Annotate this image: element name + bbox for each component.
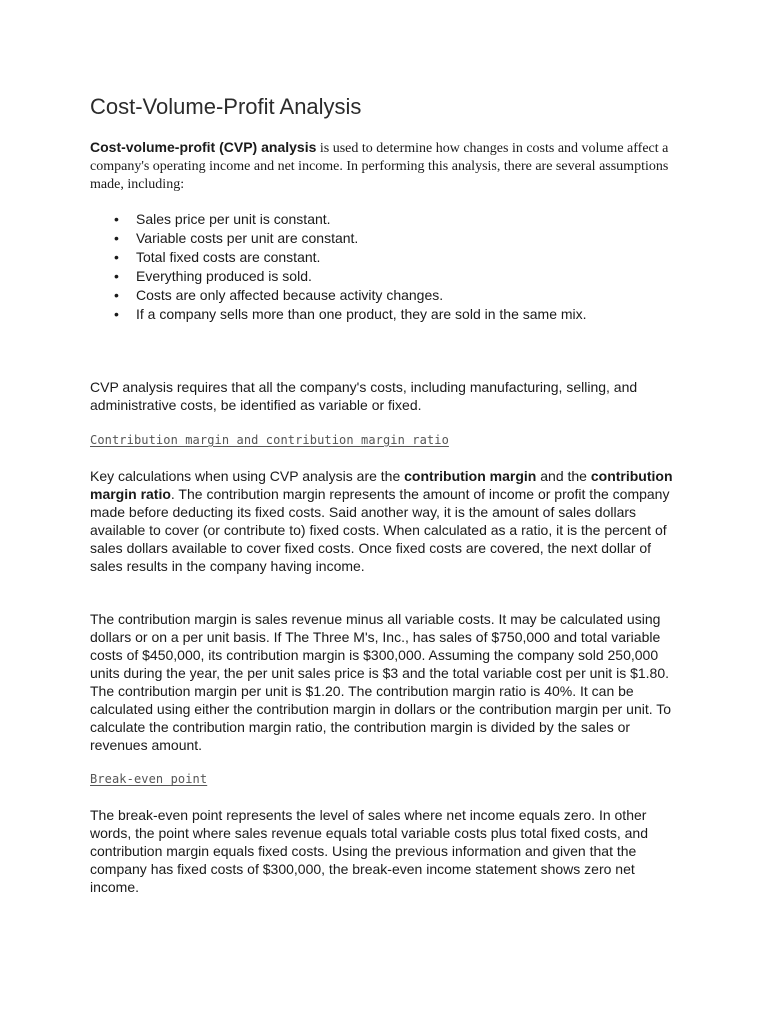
intro-paragraph <box>90 138 690 194</box>
list-item-text: Variable costs per unit are constant. <box>136 230 359 246</box>
list-item-text: Everything produced is sold. <box>136 268 312 284</box>
list-item <box>90 210 690 229</box>
bullet-icon: • <box>114 287 119 303</box>
section-heading-break-even: Break-even point <box>90 772 208 786</box>
list-item <box>90 267 690 286</box>
intro-text: is used to determine how changes in costs and volume affect a company's operating income and net income. In performing this analysis, there are several assumptions made, including: <box>90 141 669 192</box>
list-item-text: If a company sells more than one product, they are sold in the same mix. <box>136 306 587 322</box>
section-heading-contribution-margin: Contribution margin and contribution margin ratio <box>90 433 449 447</box>
bullet-icon: • <box>114 249 119 265</box>
contribution-margin-paragraph: The contribution margin is sales revenue minus all variable costs. It may be calculated using dollars or on a per unit basis. If The Three M's, Inc., has sales of $750,000 and total variable costs of $450,000, its contribution margin is $300,000. Assuming the company sold 250,000 units during the year, the per unit sales price is $3 and the total variable cost per unit is $1.80. The contribution margin per unit is $1.20. The contribution margin ratio is 40%. It can be calculated using either the contribution margin in dollars or the contribution margin per unit. To calculate the contribution margin ratio, the contribution margin is divided by the sales or revenues amount. <box>90 611 672 753</box>
bullet-icon: • <box>114 230 119 246</box>
cvp-requirements-paragraph: CVP analysis requires that all the company's costs, including manufacturing, selling, and administrative costs, be identified as variable or fixed. <box>90 379 638 413</box>
term-contribution-margin: contribution margin <box>404 468 537 484</box>
list-item <box>90 229 690 248</box>
list-item <box>90 248 690 267</box>
text-run: Key calculations when using CVP analysis are the <box>90 468 405 484</box>
list-item-text: Costs are only affected because activity changes. <box>136 287 444 303</box>
key-calculations-paragraph <box>90 467 682 575</box>
bullet-icon: • <box>114 211 119 227</box>
term-contribution-margin-ratio: contribution margin ratio <box>90 468 673 502</box>
break-even-paragraph: The break-even point represents the level of sales where net income equals zero. In other words, the point where sales revenue equals total variable costs plus total fixed costs, and contribution margin equals fixed costs. Using the previous information and given that the company has fixed costs of $300,000, the break-even income statement shows zero net income. <box>90 807 648 895</box>
page-title: Cost-Volume-Profit Analysis <box>90 94 362 119</box>
text-run: and the <box>536 468 591 484</box>
list-item <box>90 286 690 305</box>
bullet-icon: • <box>114 306 119 322</box>
list-item-text: Sales price per unit is constant. <box>136 211 331 227</box>
intro-lead-term: Cost-volume-profit (CVP) analysis <box>90 139 317 155</box>
list-item-text: Total fixed costs are constant. <box>136 249 321 265</box>
list-item <box>90 305 690 324</box>
text-run: . The contribution margin represents the amount of income or profit the company made before deducting its fixed costs. Said another way, it is the amount of sales dollars available to cover (or contribute to) fixed costs. When calculated as a ratio, it is the percent of sales dollars available to cover fixed costs. Once fixed costs are covered, the next dollar of sales results in the company having income. <box>90 486 670 574</box>
assumptions-list <box>90 210 690 324</box>
bullet-icon: • <box>114 268 119 284</box>
